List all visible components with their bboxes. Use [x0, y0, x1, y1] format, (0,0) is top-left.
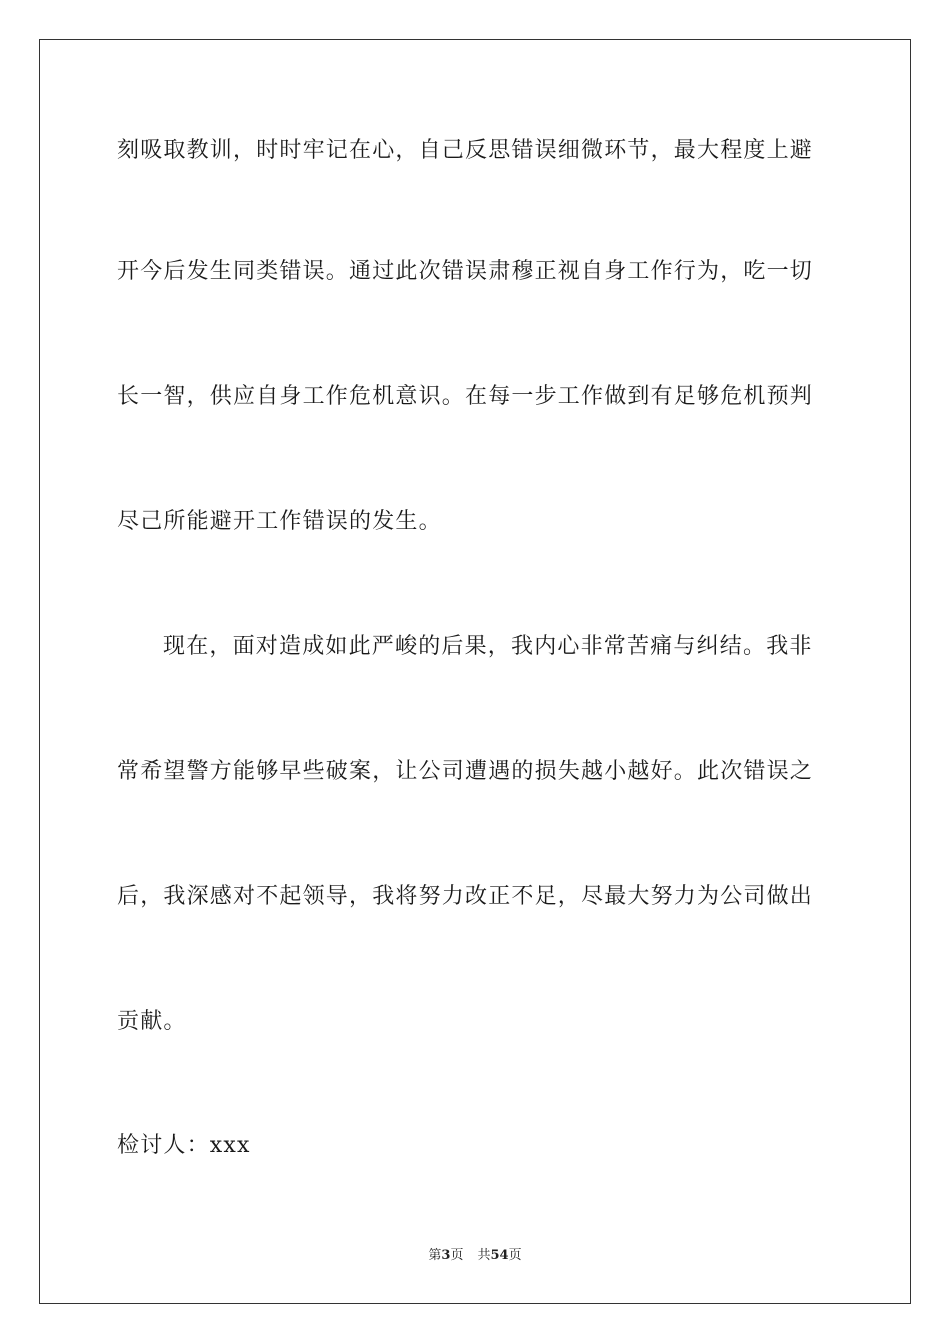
page-prefix: 第	[428, 1248, 442, 1263]
page-footer	[0, 1247, 950, 1265]
page-border	[39, 39, 911, 1304]
signature-line: 检讨人：xxx	[117, 1133, 251, 1158]
page-suffix: 页	[450, 1248, 464, 1263]
total-pages: 54	[490, 1248, 509, 1263]
paragraph-line-5: 现在，面对造成如此严峻的后果，我内心非常苦痛与纠结。我非	[163, 634, 813, 659]
paragraph-line-2: 开今后发生同类错误。通过此次错误肃穆正视自身工作行为，吃一切	[117, 259, 814, 284]
paragraph-line-1: 刻吸取教训，时时牢记在心，自己反思错误细微环节，最大程度上避	[117, 138, 814, 163]
paragraph-line-6: 常希望警方能够早些破案，让公司遭遇的损失越小越好。此次错误之	[117, 759, 814, 784]
total-prefix: 共	[477, 1248, 491, 1263]
page-number: 3	[441, 1248, 451, 1263]
paragraph-line-7: 后，我深感对不起领导，我将努力改正不足，尽最大努力为公司做出	[117, 884, 814, 909]
total-suffix: 页	[508, 1248, 522, 1263]
paragraph-line-8: 贡献。	[117, 1009, 187, 1034]
paragraph-line-4: 尽己所能避开工作错误的发生。	[117, 509, 442, 534]
paragraph-line-3: 长一智，供应自身工作危机意识。在每一步工作做到有足够危机预判	[117, 384, 814, 409]
